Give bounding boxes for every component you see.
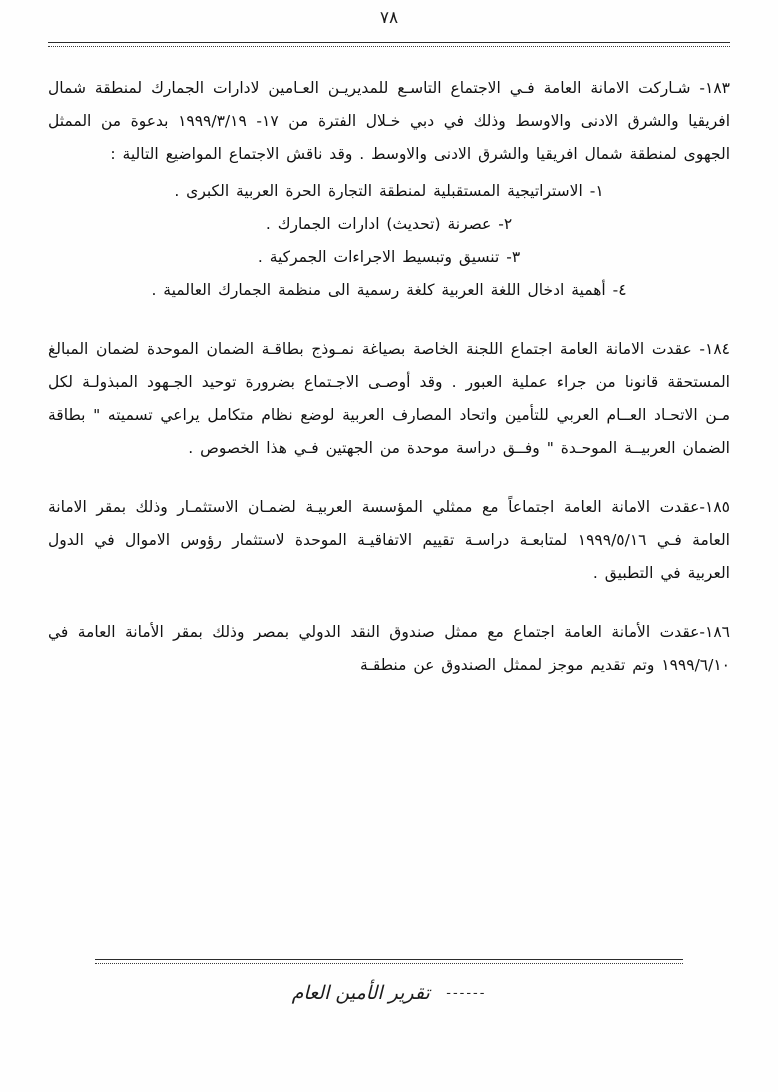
list-item: ١- الاستراتيجية المستقبلية لمنطقة التجارة الحرة العربية الكبرى .: [174, 182, 604, 200]
document-body: [48, 72, 730, 942]
list-item: ٢- عصرنة (تحديث) ادارات الجمارك .: [265, 215, 513, 233]
list-item: ٤- أهمية ادخال اللغة العربية كلغة رسمية الى منظمة الجمارك العالمية .: [151, 281, 627, 299]
numbered-sub-list: [48, 175, 730, 307]
footer: [0, 982, 778, 1004]
paragraph-186: ١٨٦-عقدت الأمانة العامة اجتماع مع ممثل صندوق النقد الدولي بمصر وذلك بمقر الأمانة العامة في ١٩٩٩/٦/١٠ وتم تقديم موجز لممثل الصندوق عن منطقـة: [48, 623, 730, 674]
paragraph-183: ١٨٣- شـاركت الامانة العامة فـي الاجتماع التاسـع للمديريـن العـامين لادارات الجمارك لمنطقة شمال افريقيا والشرق الادنى والاوسط وذلك في دبي خـلال الفترة من ١٧- ١٩٩٩/٣/١٩ بدعوة من الممثل الجهوى لمنطقة شمال افريقيا والشرق الادنى والاوسط . وقد ناقش الاجتماع المواضيع التالية :: [48, 79, 730, 163]
page-number: ٧٨: [379, 8, 399, 28]
footer-divider: [95, 959, 683, 964]
header-divider: [48, 42, 730, 47]
list-item: ٣- تنسيق وتبسيط الاجراءات الجمركية .: [257, 248, 521, 266]
footer-dash-ornament: ------: [446, 985, 487, 1001]
footer-title: تقرير الأمين العام: [291, 982, 430, 1004]
paragraph-185: ١٨٥-عقدت الامانة العامة اجتماعاً مع ممثلي المؤسسة العربيـة لضمـان الاستثمـار وذلك بمقر الامانة العامة فـي ١٩٩٩/٥/١٦ لمتابعـة دراسـة تقييم الاتفاقيـة الموحدة لاستثمار رؤوس الاموال في الدول العربية في التطبيق .: [48, 498, 730, 582]
paragraph-184: ١٨٤- عقدت الامانة العامة اجتماع اللجنة الخاصة بصياغة نمـوذج بطاقـة الضمان الموحدة لضمان المبالغ المستحقة قانونا من جراء عملية العبور . وقد أوصـى الاجـتماع بضرورة توحيد الجـهود المبذولـة لكل مـن الاتحـاد العــام العربي للتأمين واتحاد المصارف العربية لوضع نظام متكامل يراعي تسميته " بطاقة الضمان العربيــة الموحـدة " وفــق دراسة موحدة من الجهتين فـي هذا الخصوص .: [48, 340, 730, 457]
